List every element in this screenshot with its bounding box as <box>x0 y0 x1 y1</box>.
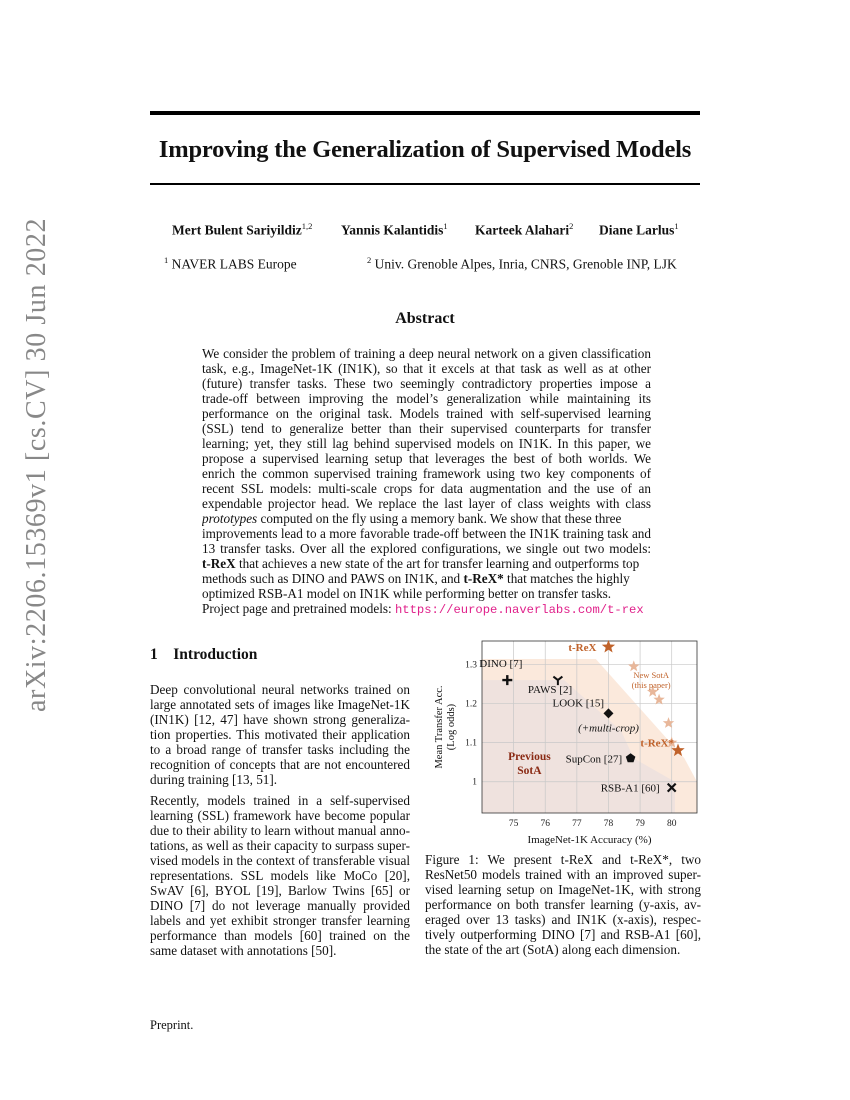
y-axis-label: Mean Transfer Acc. <box>434 685 445 769</box>
previous-sota-label-2: SotA <box>517 765 542 778</box>
abstract-line: optimized RSB-A1 model on IN1K while performing better on transfer tasks. <box>202 586 612 601</box>
this-paper-label: (this paper) <box>631 680 671 691</box>
abstract-heading: Abstract <box>395 310 455 327</box>
caption-line: performance on both transfer learning (y-axis, av- <box>425 897 701 912</box>
intro-line: tations, as well as their capacity to surpass super- <box>150 838 410 853</box>
section-heading-introduction: 1 Introduction <box>150 646 258 663</box>
prototypes-emphasis: prototypes <box>202 511 258 526</box>
abstract-line: task, e.g., ImageNet-1K (IN1K), so that it excels at that task as well as at other <box>202 361 651 376</box>
y-tick-label: 1.2 <box>465 699 477 710</box>
abstract-line: recent SSL models: multi-scale crops for data augmentation and the use of an <box>202 481 651 496</box>
supcon-27-label: SupCon [27] <box>565 753 623 766</box>
y-tick-label: 1.3 <box>465 660 477 671</box>
intro-line: DINO [7] do not leverage manually provided <box>150 898 410 913</box>
abstract-line: We consider the problem of training a deep neural network on a given classification <box>202 346 651 361</box>
abstract-line: trade-off between improving the model’s generalization while maintaining its <box>202 391 651 406</box>
intro-line: labels and yet exhibit stronger transfer learning <box>150 913 410 928</box>
author-1: Mert Bulent Sariyildiz$^{1,2}$ <box>172 221 313 238</box>
figure-1-scatter-chart <box>425 636 705 846</box>
preprint-footer: Preprint. <box>150 1018 194 1032</box>
abstract-line: t-ReX that achieves a new state of the art for transfer learning and outperforms top <box>202 556 640 571</box>
caption-line: ResNet50 models trained with an improved super- <box>425 867 701 882</box>
caption-line: vised learning setup on ImageNet-1K, with strong <box>425 882 701 897</box>
author-4: Diane Larlus$^1$ <box>599 221 679 238</box>
dino-7-label: DINO [7] <box>479 658 523 671</box>
y-tick-label: 1 <box>472 777 477 788</box>
previous-sota-label: Previous <box>508 751 551 764</box>
y-tick-label: 1.1 <box>465 738 477 749</box>
paws-2-label: PAWS [2] <box>527 684 573 697</box>
author-3: Karteek Alahari$^2$ <box>475 221 574 238</box>
abstract-line: (SSL) tend to generalize better than their supervised counterparts for transfer <box>202 421 651 436</box>
title-top-rule <box>150 111 700 115</box>
intro-line: vised models in the context of transferable visual <box>150 853 410 868</box>
abstract-line: 13 transfer tasks. Over all the explored configurations, we single out two models: <box>202 541 651 556</box>
abstract-line: methods such as DINO and PAWS on IN1K, and t-ReX* that matches the highly <box>202 571 630 586</box>
abstract-line: propose a supervised learning setup that leverages the best of both worlds. We <box>202 451 651 466</box>
x-tick-label: 79 <box>635 819 645 829</box>
title-bottom-rule <box>150 183 700 185</box>
intro-line: Recently, models trained in a self-supervised <box>150 793 410 808</box>
t-rex-label: t-ReX* <box>640 737 675 750</box>
intro-line: large annotated sets of images like ImageNet-1K <box>150 697 410 712</box>
intro-line: representations. SSL models like MoCo [20], <box>150 868 410 883</box>
abstract-line: learning; yet, they still lag behind supervised models on IN1K. In this paper, we <box>202 436 651 451</box>
frontier-star-marker <box>663 717 675 728</box>
affiliation-2: $^2$ Univ. Grenoble Alpes, Inria, CNRS, Grenoble INP, LJK <box>367 255 677 272</box>
t-rex-label: t-ReX <box>568 641 597 654</box>
intro-line: performance than models [60] trained on the <box>150 928 410 943</box>
intro-line: (IN1K) [12, 47] have shown strong generaliza- <box>150 712 410 727</box>
intro-line: recognition of concepts that are not encountered <box>150 757 410 772</box>
intro-line: learning (SSL) framework have become popular <box>150 808 410 823</box>
intro-line: SwAV [6], BYOL [19], Barlow Twins [65] or <box>150 883 410 898</box>
caption-line: Figure 1: We present t-ReX and t-ReX*, two <box>425 852 701 867</box>
x-tick-label: 76 <box>540 819 550 829</box>
rsb-a1-60-label: RSB-A1 [60] <box>600 782 660 795</box>
intro-line: to a broad range of transfer tasks including the <box>150 742 410 757</box>
abstract-line: expendable projector head. We replace the last layer of class weights with class <box>202 496 651 511</box>
x-tick-label: 80 <box>666 819 677 829</box>
trex-bold: t-ReX <box>202 556 236 571</box>
y-axis-label-secondary: (Log odds) <box>446 703 457 751</box>
abstract-line: performance on the original task. Models trained with self-supervised learning <box>202 406 651 421</box>
caption-line: the state of the art (SotA) along each dimension. <box>425 942 681 957</box>
caption-line: eraged over 13 tasks) and IN1K (x-axis), respec- <box>425 912 701 927</box>
abstract-line: improvements lead to a more favorable trade-off between the IN1K training task and <box>202 526 651 541</box>
intro-line: due to their ability to learn without manual anno- <box>150 823 410 838</box>
look-multicrop-label: (+multi-crop) <box>578 722 639 735</box>
intro-line: during training [13, 51]. <box>150 772 278 787</box>
abstract-line: Project page and pretrained models: https://europe.naverlabs.com/t-rex <box>202 601 644 617</box>
intro-line: Deep convolutional neural networks trained on <box>150 682 410 697</box>
paper-title: Improving the Generalization of Supervised Models <box>158 136 692 163</box>
caption-line: tively outperforming DINO [7] and RSB-A1 [60], <box>425 927 701 942</box>
abstract-line: (future) transfer tasks. These two seemingly contradictory properties impose a <box>202 376 651 391</box>
author-2: Yannis Kalantidis$^1$ <box>341 221 448 238</box>
project-page-link[interactable]: https://europe.naverlabs.com/t-rex <box>394 603 644 617</box>
x-tick-label: 75 <box>508 819 519 829</box>
x-tick-label: 77 <box>572 819 582 829</box>
x-axis-label: ImageNet-1K Accuracy (%) <box>527 834 652 846</box>
affiliation-1: $^1$ NAVER LABS Europe <box>164 255 297 272</box>
trex-star-bold: t-ReX* <box>463 571 504 586</box>
look-15-label: LOOK [15] <box>552 697 605 710</box>
new-sota-label: New SotA <box>633 670 669 681</box>
intro-line: same dataset with annotations [50]. <box>150 943 337 958</box>
arxiv-identifier: arXiv:2206.15369v1 [cs.CV] 30 Jun 2022 <box>21 217 52 712</box>
x-tick-label: 78 <box>603 819 614 829</box>
abstract-line: prototypes computed on the fly using a memory bank. We show that these three <box>202 511 622 526</box>
intro-line: tion properties. This motivated their application <box>150 727 410 742</box>
abstract-line: enrich the common supervised training framework using two key components of <box>202 466 651 481</box>
